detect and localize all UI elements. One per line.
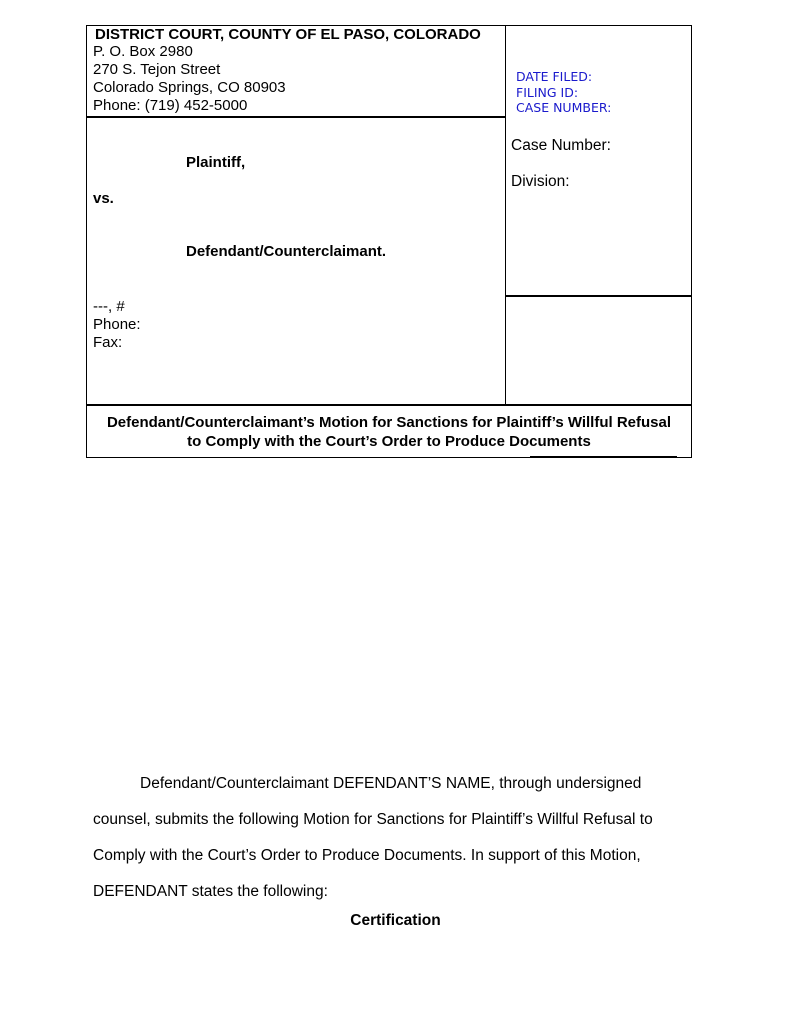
motion-body — [93, 766, 693, 910]
division-label: Division: — [511, 173, 570, 190]
certification-heading: Certification — [350, 912, 441, 929]
case-caption-table — [86, 25, 692, 458]
versus-label: vs. — [93, 190, 114, 207]
court-street: 270 S. Tejon Street — [93, 61, 221, 78]
motion-title-line-2: to Comply with the Court’s Order to Produce Documents — [187, 433, 591, 450]
attorney-name-reg: ---, # — [93, 298, 125, 315]
body-line-3: Comply with the Court’s Order to Produce Documents. In support of this Motion, — [93, 847, 641, 864]
court-use-cell — [506, 26, 692, 297]
attorney-right-cell — [506, 297, 692, 406]
body-line-1: Defendant/Counterclaimant DEFENDANT’S NAME, through undersigned — [140, 775, 642, 792]
parties-cell — [87, 118, 506, 297]
filing-id-label: FILING ID: — [516, 84, 579, 100]
body-line-4: DEFENDANT states the following: — [93, 883, 328, 900]
attorney-info-cell — [87, 297, 506, 406]
court-name: DISTRICT COURT, COUNTY OF EL PASO, COLORADO — [95, 26, 481, 43]
attorney-fax: Fax: — [93, 334, 123, 351]
date-filed-label: DATE FILED: — [516, 69, 593, 84]
motion-title-line-1: Defendant/Counterclaimant’s Motion for Sanctions for Plaintiff’s Willful Refusal — [106, 414, 672, 431]
court-info-cell — [87, 26, 506, 118]
court-city: Colorado Springs, CO 80903 — [93, 79, 286, 96]
attorney-phone: Phone: — [93, 316, 141, 333]
case-number-label: Case Number: — [511, 137, 611, 154]
title-underline — [530, 456, 677, 458]
body-line-2: counsel, submits the following Motion for Sanctions for Plaintiff’s Willful Refusal to — [93, 811, 653, 828]
court-po-box: P. O. Box 2980 — [93, 43, 193, 60]
defendant-label: Defendant/Counterclaimant. — [186, 243, 387, 260]
plaintiff-label: Plaintiff, — [186, 154, 246, 171]
stamp-case-number-label: CASE NUMBER: — [516, 100, 612, 115]
court-phone: Phone: (719) 452-5000 — [93, 97, 248, 114]
filing-stamp — [516, 69, 611, 116]
motion-title-cell — [87, 406, 691, 458]
